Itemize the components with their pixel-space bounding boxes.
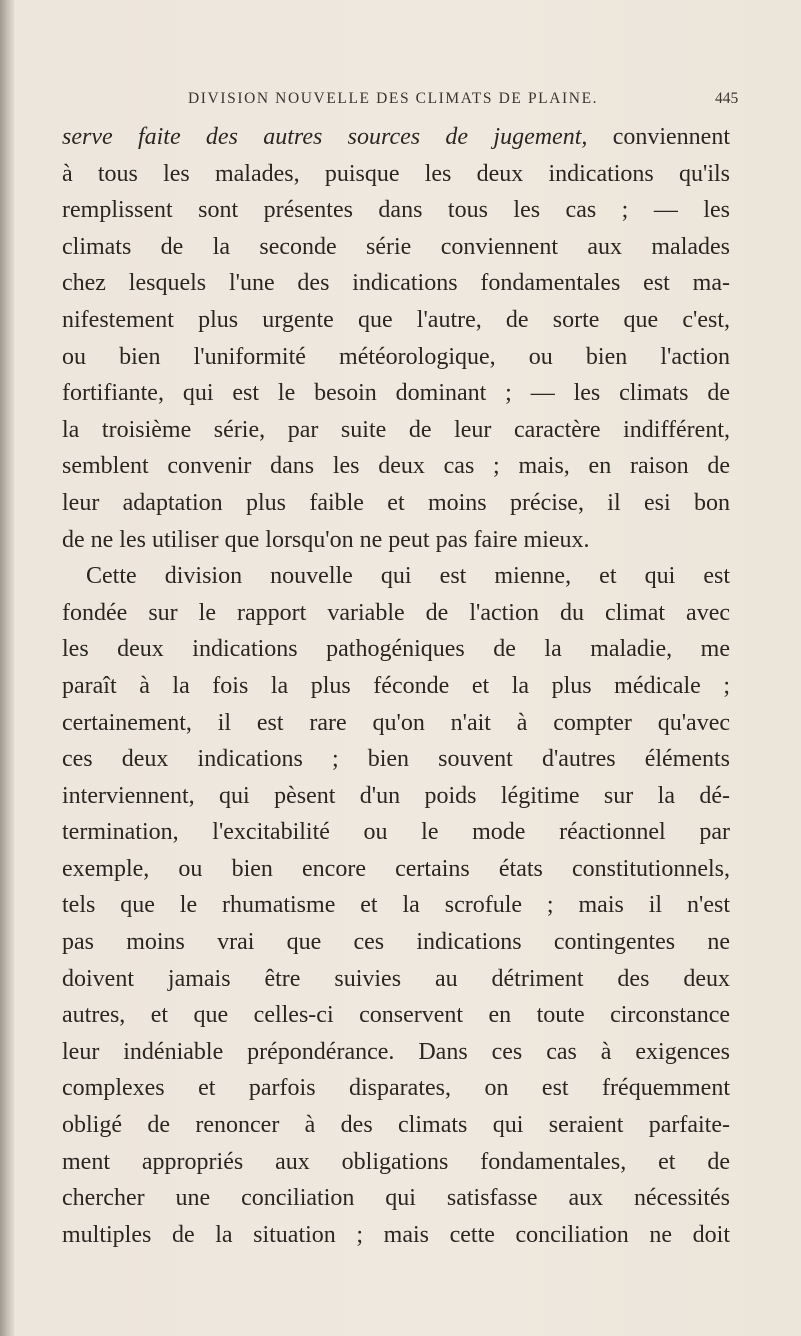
text-line: ou bien l'uniformité météorologique, ou bien l'action (62, 343, 730, 370)
page-number: 445 (715, 90, 739, 107)
text-line (62, 119, 730, 156)
text-line: multiples de la situation ; mais cette conciliation ne doit (62, 1221, 730, 1248)
text-line: la troisième série, par suite de leur caractère indifférent, (62, 416, 730, 443)
text-line: climats de la seconde série conviennent aux malades (62, 233, 730, 260)
text-line: fondée sur le rapport variable de l'action du climat avec (62, 599, 730, 626)
body-text (62, 119, 730, 1253)
running-head (0, 74, 801, 114)
text-line: obligé de renoncer à des climats qui seraient parfaite- (62, 1112, 730, 1139)
text-line: paraît à la fois la plus féconde et la plus médicale ; (62, 672, 730, 699)
text-line: pas moins vrai que ces indications contingentes ne (62, 929, 730, 956)
text-line: ces deux indications ; bien souvent d'autres éléments (62, 746, 730, 773)
text-line-rest: conviennent (587, 124, 730, 150)
paragraph-first-line: Cette division nouvelle qui est mienne, et qui est (86, 563, 730, 590)
text-line: à tous les malades, puisque les deux indications qu'ils (62, 160, 730, 187)
text-line: leur indéniable prépondérance. Dans ces cas à exigences (62, 1038, 730, 1065)
text-line: nifestement plus urgente que l'autre, de sorte que c'est, (62, 306, 730, 333)
text-line: complexes et parfois disparates, on est fréquemment (62, 1075, 730, 1102)
text-line: chercher une conciliation qui satisfasse aux nécessités (62, 1185, 730, 1212)
binding-shadow (0, 0, 14, 1336)
text-line: interviennent, qui pèsent d'un poids légitime sur la dé- (62, 782, 730, 809)
text-line: chez lesquels l'une des indications fondamentales est ma- (62, 270, 730, 297)
text-line: tels que le rhumatisme et la scrofule ; mais il n'est (62, 892, 730, 919)
text-line: leur adaptation plus faible et moins précise, il esi bon (62, 489, 730, 516)
text-line: ment appropriés aux obligations fondamentales, et de (62, 1148, 730, 1175)
running-title: DIVISION NOUVELLE DES CLIMATS DE PLAINE. (188, 90, 599, 107)
text-line: exemple, ou bien encore certains états constitutionnels, (62, 855, 730, 882)
text-line: fortifiante, qui est le besoin dominant ; — les climats de (62, 380, 730, 407)
text-line: semblent convenir dans les deux cas ; mais, en raison de (62, 453, 730, 480)
italic-phrase: serve faite des autres sources de jugement, (62, 124, 588, 150)
text-line: remplissent sont présentes dans tous les cas ; — les (62, 197, 730, 224)
text-line: les deux indications pathogéniques de la maladie, me (62, 636, 730, 663)
text-line: doivent jamais être suivies au détriment des deux (62, 965, 730, 992)
text-line: termination, l'excitabilité ou le mode réactionnel par (62, 819, 730, 846)
text-line: autres, et que celles-ci conservent en toute circonstance (62, 1002, 730, 1029)
text-line: de ne les utiliser que lorsqu'on ne peut pas faire mieux. (62, 526, 590, 553)
text-line: certainement, il est rare qu'on n'ait à compter qu'avec (62, 709, 730, 736)
